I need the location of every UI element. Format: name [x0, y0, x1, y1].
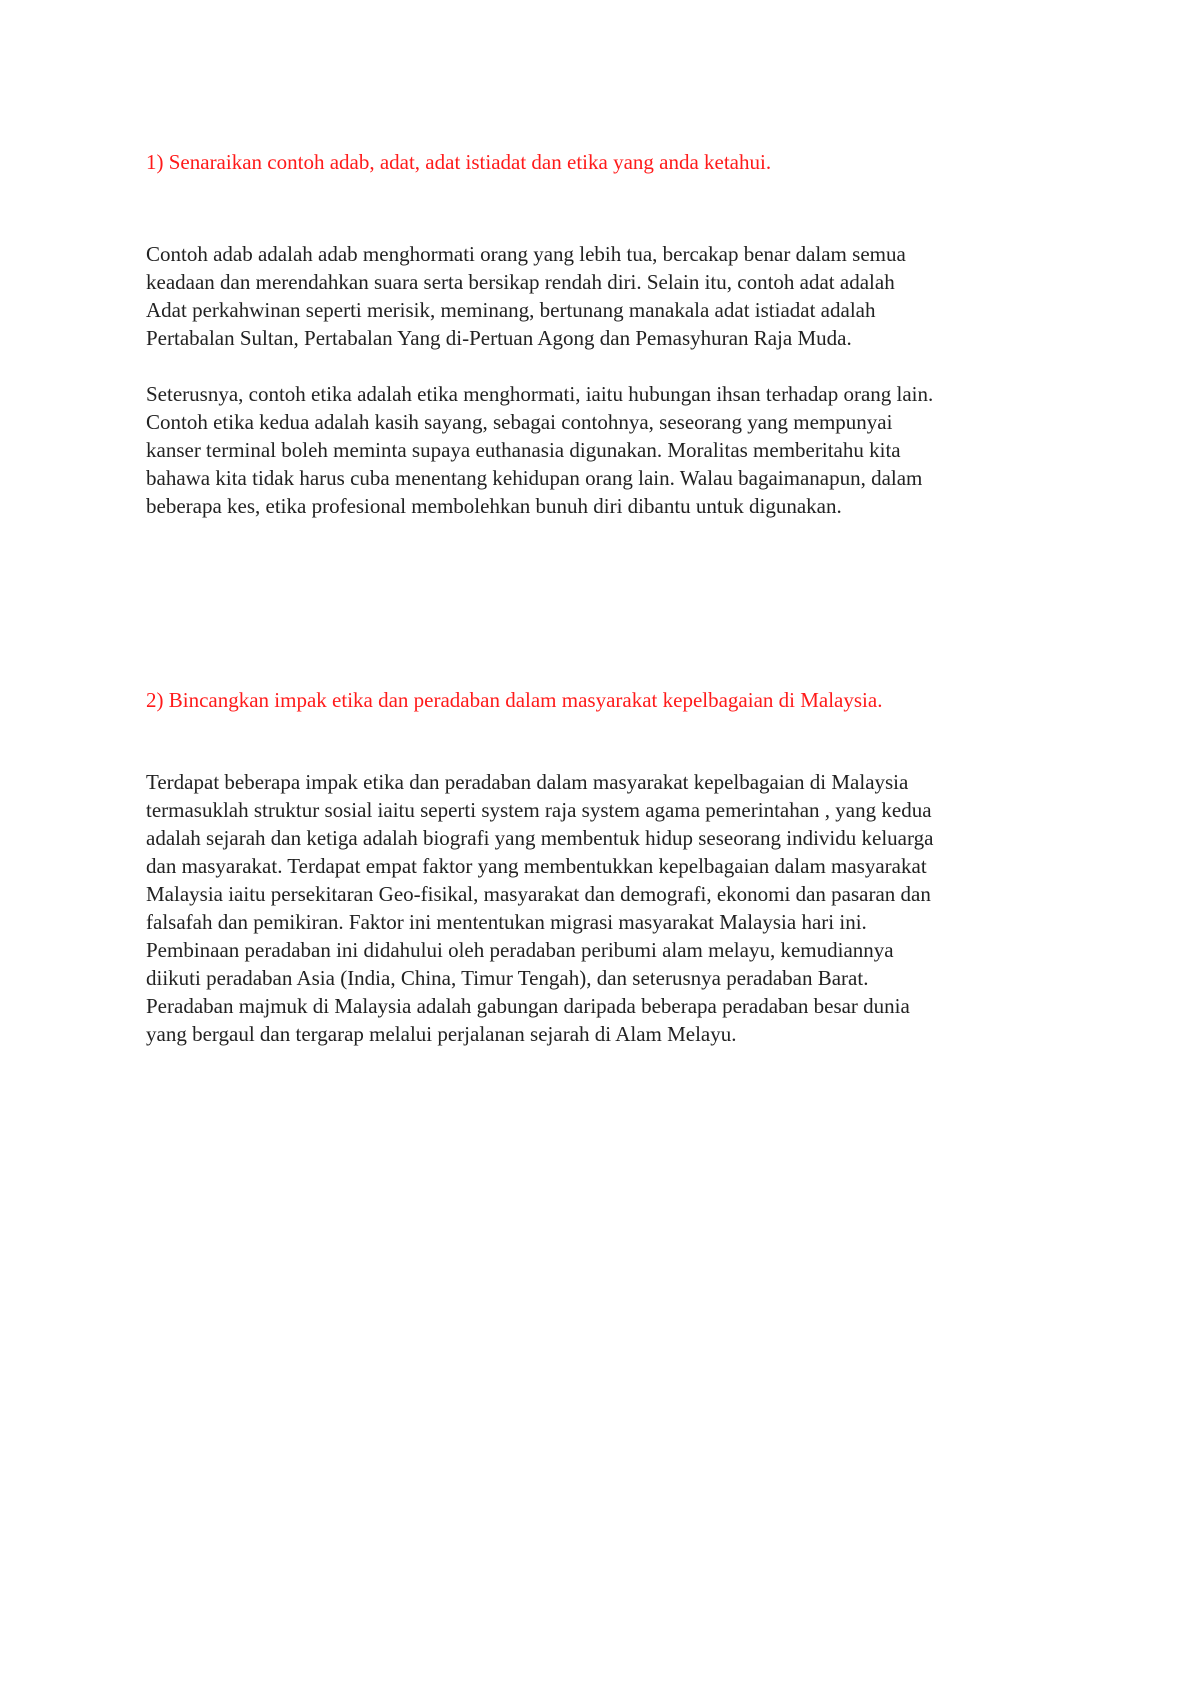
answer-1-paragraph-2-line: beberapa kes, etika profesional membolehkan bunuh diri dibantu untuk digunakan. — [146, 494, 842, 518]
answer-2-paragraph-1-line: Terdapat beberapa impak etika dan peradaban dalam masyarakat kepelbagaian di Malaysia — [146, 770, 909, 794]
answer-2-paragraph-1-line: dan masyarakat. Terdapat empat faktor yang membentukkan kepelbagaian dalam masyarakat — [146, 854, 927, 878]
answer-1-paragraph-2-line: Contoh etika kedua adalah kasih sayang, sebagai contohnya, seseorang yang mempunyai — [146, 410, 893, 434]
answer-2-paragraph-1-line: Peradaban majmuk di Malaysia adalah gabungan daripada beberapa peradaban besar dunia — [146, 994, 910, 1018]
answer-2-paragraph-1-line: termasuklah struktur sosial iaitu seperti system raja system agama pemerintahan , yang kedua — [146, 798, 932, 822]
answer-2-paragraph-1-line: adalah sejarah dan ketiga adalah biografi yang membentuk hidup seseorang individu keluarga — [146, 826, 934, 850]
answer-1-paragraph-1-line: Adat perkahwinan seperti merisik, meminang, bertunang manakala adat istiadat adalah — [146, 298, 876, 322]
answer-2-paragraph-1-line: yang bergaul dan tergarap melalui perjalanan sejarah di Alam Melayu. — [146, 1022, 737, 1046]
answer-1-paragraph-1-line: keadaan dan merendahkan suara serta bersikap rendah diri. Selain itu, contoh adat adalah — [146, 270, 895, 294]
answer-2-paragraph-1-line: Malaysia iaitu persekitaran Geo-fisikal, masyarakat dan demografi, ekonomi dan pasaran dan — [146, 882, 931, 906]
answer-1-paragraph-1 — [146, 240, 1066, 352]
question-1-heading: 1) Senaraikan contoh adab, adat, adat istiadat dan etika yang anda ketahui. — [146, 150, 772, 174]
answer-1-paragraph-2 — [146, 380, 1066, 520]
answer-1-paragraph-1-line: Pertabalan Sultan, Pertabalan Yang di-Pertuan Agong dan Pemasyhuran Raja Muda. — [146, 326, 852, 350]
answer-2-paragraph-1 — [146, 768, 1066, 1048]
answer-2-paragraph-1-line: diikuti peradaban Asia (India, China, Timur Tengah), dan seterusnya peradaban Barat. — [146, 966, 869, 990]
answer-1-paragraph-1-line: Contoh adab adalah adab menghormati orang yang lebih tua, bercakap benar dalam semua — [146, 242, 906, 266]
answer-1-paragraph-2-line: bahawa kita tidak harus cuba menentang kehidupan orang lain. Walau bagaimanapun, dalam — [146, 466, 923, 490]
answer-1-paragraph-2-line: Seterusnya, contoh etika adalah etika menghormati, iaitu hubungan ihsan terhadap orang lain. — [146, 382, 934, 406]
question-2-heading: 2) Bincangkan impak etika dan peradaban dalam masyarakat kepelbagaian di Malaysia. — [146, 688, 883, 712]
answer-2-paragraph-1-line: Pembinaan peradaban ini didahului oleh peradaban peribumi alam melayu, kemudiannya — [146, 938, 894, 962]
answer-1-paragraph-2-line: kanser terminal boleh meminta supaya euthanasia digunakan. Moralitas memberitahu kita — [146, 438, 901, 462]
answer-2-paragraph-1-line: falsafah dan pemikiran. Faktor ini mententukan migrasi masyarakat Malaysia hari ini. — [146, 910, 867, 934]
